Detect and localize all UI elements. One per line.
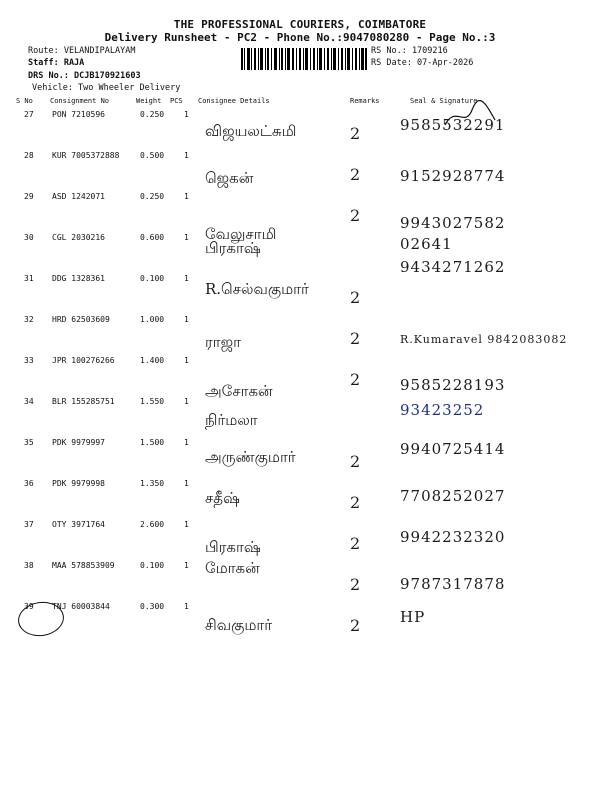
row-weight: 0.600 — [140, 233, 165, 242]
row-signature-handwritten: R.Kumaravel 9842083082 — [400, 333, 568, 346]
row-signature-handwritten: 02641 — [400, 235, 453, 253]
row-consignment-no: OTY 3971764 — [52, 520, 105, 529]
row-pcs: 1 — [184, 274, 189, 283]
row-weight: 0.300 — [140, 602, 165, 611]
row-signature-handwritten: 9943027582 — [400, 214, 506, 232]
row-sno: 32 — [24, 315, 34, 324]
row-consignee-handwritten: ஜெகன் — [205, 169, 254, 187]
row-pcs: 1 — [184, 397, 189, 406]
row-signature-handwritten: 9152928774 — [400, 167, 506, 185]
row-sno: 33 — [24, 356, 34, 365]
row-signature-handwritten: 9434271262 — [400, 258, 506, 276]
row-remark-handwritten: 2 — [350, 534, 361, 553]
row-sno: 39 — [24, 602, 34, 611]
row-consignee-handwritten: அருண்குமார் — [205, 448, 296, 466]
row-weight: 0.500 — [140, 151, 165, 160]
row-sno: 34 — [24, 397, 34, 406]
row-consignment-no: PON 7210596 — [52, 110, 105, 119]
row-signature-handwritten: HP — [400, 608, 426, 626]
row-pcs: 1 — [184, 561, 189, 570]
rs-date-text: RS Date: 07-Apr-2026 — [371, 58, 474, 68]
row-signature-handwritten: 7708252027 — [400, 487, 506, 505]
row-sno: 28 — [24, 151, 34, 160]
row-consignee-handwritten: R.செல்வகுமார் — [205, 280, 309, 298]
row-consignment-no: JPR 100276266 — [52, 356, 115, 365]
row-consignee-handwritten: அசோகன் — [205, 382, 273, 400]
row-signature-handwritten: 9942232320 — [400, 528, 506, 546]
row-consignment-no: DDG 1328361 — [52, 274, 105, 283]
signature-scribble — [440, 100, 500, 130]
row-pcs: 1 — [184, 233, 189, 242]
route-text: Route: VELANDIPALAYAM — [28, 46, 136, 56]
row-signature-handwritten: 9585228193 — [400, 376, 506, 394]
row-remark-handwritten: 2 — [350, 616, 361, 635]
row-weight: 1.350 — [140, 479, 165, 488]
col-consignee: Consignee Details — [198, 97, 270, 105]
row-remark-handwritten: 2 — [350, 206, 361, 225]
staff-text: Staff: RAJA — [28, 58, 85, 68]
row-signature-handwritten: 9787317878 — [400, 575, 506, 593]
row-sno: 31 — [24, 274, 34, 283]
row-sno: 30 — [24, 233, 34, 242]
row-pcs: 1 — [184, 479, 189, 488]
row-pcs: 1 — [184, 520, 189, 529]
col-remarks: Remarks — [350, 97, 380, 105]
row-weight: 0.250 — [140, 192, 165, 201]
row-consignment-no: TNJ 60003844 — [52, 602, 110, 611]
row-weight: 0.100 — [140, 274, 165, 283]
row-consignment-no: MAA 578853909 — [52, 561, 115, 570]
row-consignee-handwritten: சதீஷ் — [205, 489, 240, 507]
row-consignee-handwritten: ராஜா — [205, 333, 241, 351]
row-consignment-no: BLR 155285751 — [52, 397, 115, 406]
row-remark-handwritten: 2 — [350, 329, 361, 348]
row-sno: 27 — [24, 110, 34, 119]
col-sno: S No — [16, 97, 33, 105]
row-consignee-handwritten: விஜயலட்சுமி — [205, 122, 297, 140]
row-weight: 1.550 — [140, 397, 165, 406]
row-sno: 29 — [24, 192, 34, 201]
row-pcs: 1 — [184, 356, 189, 365]
row-sno: 38 — [24, 561, 34, 570]
row-pcs: 1 — [184, 192, 189, 201]
rs-no-text: RS No.: 1709216 — [371, 46, 448, 56]
drs-text: DRS No.: DCJB170921603 — [28, 71, 141, 81]
row-weight: 1.000 — [140, 315, 165, 324]
row-weight: 0.250 — [140, 110, 165, 119]
row-weight: 1.500 — [140, 438, 165, 447]
runsheet-subtitle: Delivery Runsheet - PC2 - Phone No.:9047080280 - Page No.:3 — [104, 31, 496, 44]
runsheet-title: THE PROFESSIONAL COURIERS, COIMBATORE — [173, 18, 427, 31]
row-consignment-no: PDK 9979998 — [52, 479, 105, 488]
vehicle-text: Vehicle: Two Wheeler Delivery — [32, 83, 181, 93]
row-consignment-no: CGL 2030216 — [52, 233, 105, 242]
row-consignee-handwritten: மோகன் — [205, 559, 260, 577]
barcode — [241, 48, 367, 70]
row-consignee-handwritten: நிர்மலா — [205, 411, 258, 429]
row-consignment-no: PDK 9979997 — [52, 438, 105, 447]
row-pcs: 1 — [184, 438, 189, 447]
col-weight: Weight — [136, 97, 162, 105]
row-signature-handwritten: 9940725414 — [400, 440, 506, 458]
row-remark-handwritten: 2 — [350, 124, 361, 143]
row-pcs: 1 — [184, 315, 189, 324]
row-consignee-handwritten: பிரகாஷ் — [205, 538, 261, 556]
col-seal-signature: Seal & Signature — [410, 97, 478, 105]
row-remark-handwritten: 2 — [350, 493, 361, 512]
row-sno: 35 — [24, 438, 34, 447]
row-signature-handwritten: 9585532291 — [400, 116, 506, 134]
row-pcs: 1 — [184, 110, 189, 119]
row-consignment-no: KUR 7005372888 — [52, 151, 120, 160]
row-remark-handwritten: 2 — [350, 165, 361, 184]
row-sno: 36 — [24, 479, 34, 488]
row-consignment-no: HRD 62503609 — [52, 315, 110, 324]
row-pcs: 1 — [184, 602, 189, 611]
col-consignment: Consignment No — [50, 97, 110, 105]
row-pcs: 1 — [184, 151, 189, 160]
row-weight: 0.100 — [140, 561, 165, 570]
row-weight: 1.400 — [140, 356, 165, 365]
row-consignee-handwritten: பிரகாஷ் — [205, 239, 261, 257]
col-pcs: PCS — [170, 97, 183, 105]
row-consignee-handwritten: சிவகுமார் — [205, 616, 273, 634]
row-sno: 37 — [24, 520, 34, 529]
row-consignee-handwritten: வேலுசாமி — [205, 225, 277, 243]
row-remark-handwritten: 2 — [350, 575, 361, 594]
row-weight: 2.600 — [140, 520, 165, 529]
row-remark-handwritten: 2 — [350, 370, 361, 389]
row-signature-handwritten: 93423252 — [400, 401, 485, 419]
row-remark-handwritten: 2 — [350, 288, 361, 307]
row-remark-handwritten: 2 — [350, 452, 361, 471]
row-consignment-no: ASD 1242071 — [52, 192, 105, 201]
